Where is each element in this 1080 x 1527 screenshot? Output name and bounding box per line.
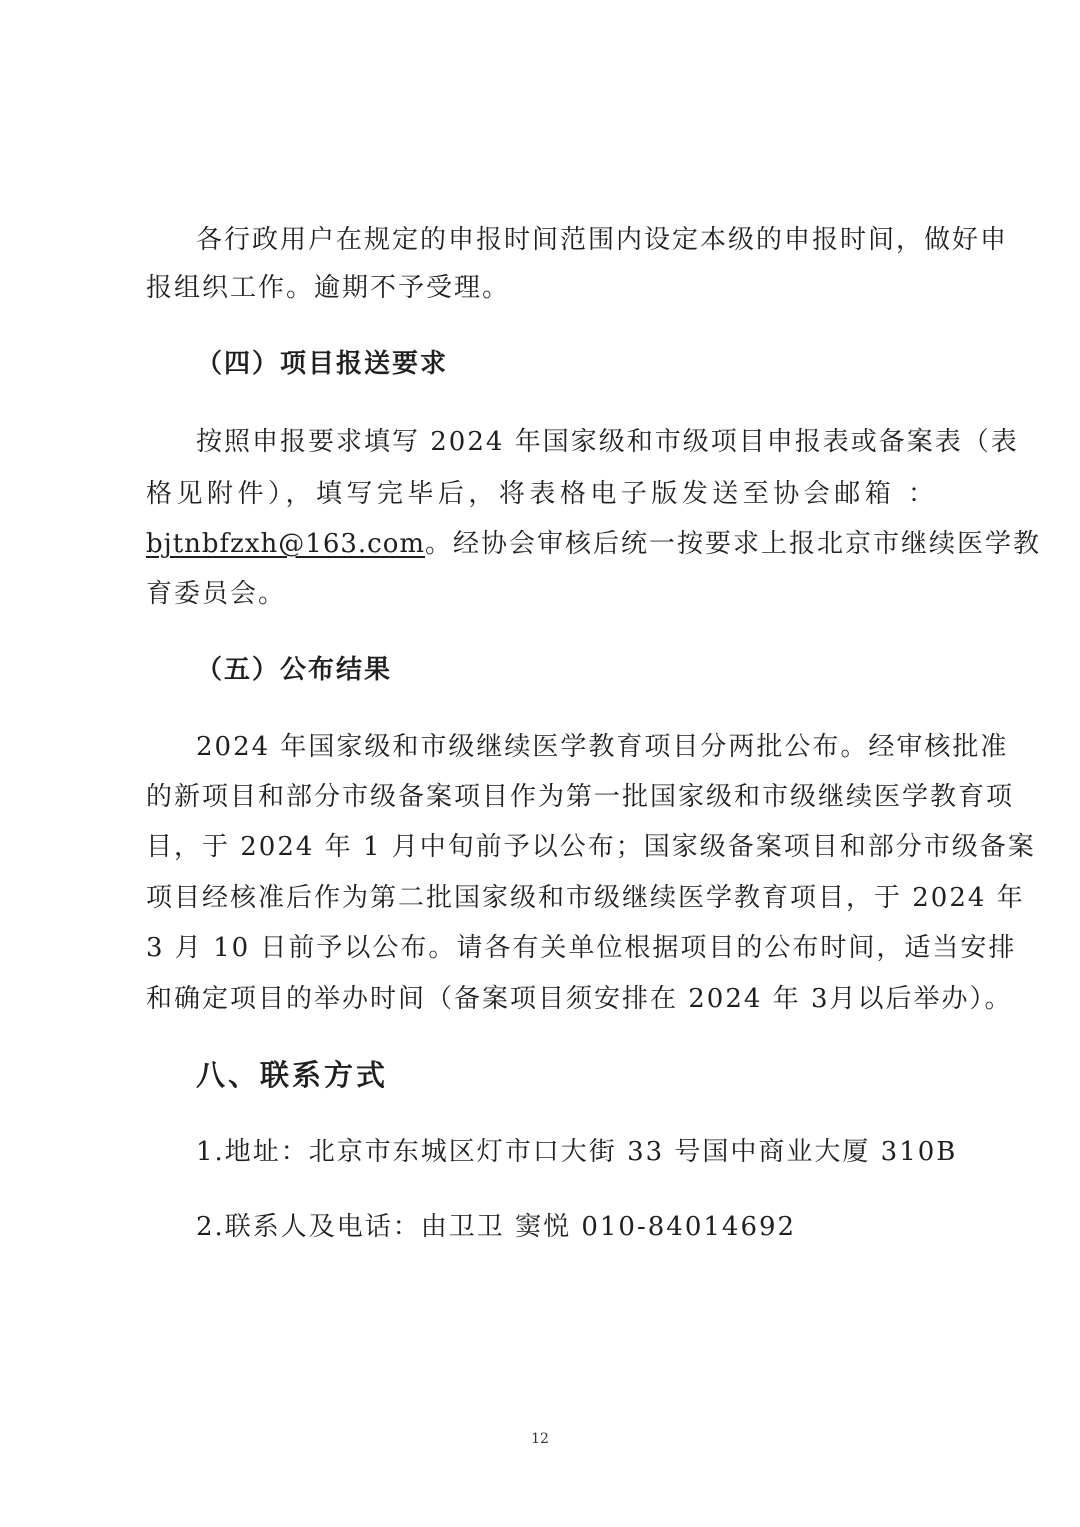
contact-person-phone: 2.联系人及电话：由卫卫 窦悦 010-84014692 [196, 1212, 797, 1242]
section-5-heading: （五）公布结果 [196, 655, 393, 685]
section-5-line-5: 3 月 10 日前予以公布。请各有关单位根据项目的公布时间，适当安排 [146, 933, 1017, 963]
section-4-line-1: 按照申报要求填写 2024 年国家级和市级项目申报表或备案表（表 [196, 427, 1019, 457]
section-5-line-3: 目，于 2024 年 1 月中旬前予以公布；国家级备案项目和部分市级备案 [146, 832, 1036, 862]
section-5-line-6: 和确定项目的举办时间（备案项目须安排在 2024 年 3月以后举办）。 [146, 984, 1013, 1014]
section-4-heading: （四）项目报送要求 [196, 349, 449, 379]
deadline-paragraph-line-2: 报组织工作。逾期不予受理。 [146, 273, 511, 303]
section-8-heading: 八、联系方式 [196, 1058, 389, 1092]
section-5-line-1: 2024 年国家级和市级继续医学教育项目分两批公布。经审核批准 [196, 732, 1009, 762]
deadline-paragraph-line-1: 各行政用户在规定的申报时间范围内设定本级的申报时间，做好申 [196, 225, 1009, 255]
section-4-line-3-text: 。经协会审核后统一按要求上报北京市继续医学教 [425, 529, 1042, 559]
section-4-line-4: 育委员会。 [146, 579, 287, 609]
section-4-line-3 [146, 524, 1042, 564]
contact-address: 1.地址：北京市东城区灯市口大街 33 号国中商业大厦 310B [196, 1137, 958, 1167]
section-4-line-2: 格见附件），填写完毕后，将表格电子版发送至协会邮箱 ： [146, 479, 936, 509]
email-link[interactable]: bjtnbfzxh@163.com [146, 529, 426, 559]
section-5-line-2: 的新项目和部分市级备案项目作为第一批国家级和市级继续医学教育项 [146, 782, 1015, 812]
section-5-line-4: 项目经核准后作为第二批国家级和市级继续医学教育项目，于 2024 年 [146, 883, 1025, 913]
page-number: 12 [531, 1431, 549, 1447]
